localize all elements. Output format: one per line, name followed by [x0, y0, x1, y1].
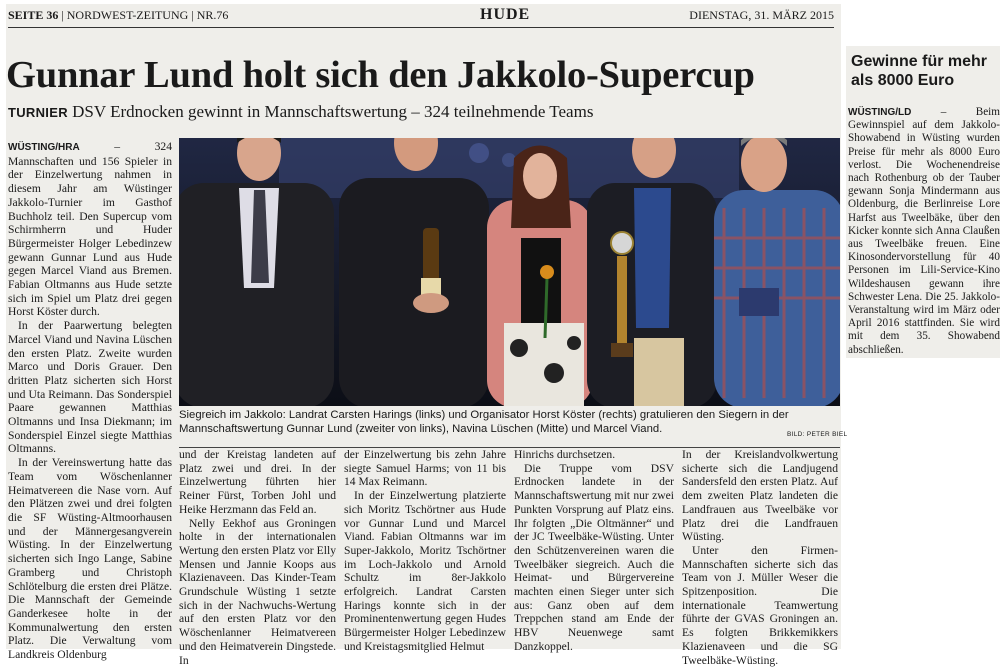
col3-paragraph-1: der Einzelwertung bis zehn Jahre siegte Samuel Harms; von 11 bis 14 Max Reimann.	[344, 448, 506, 489]
article-headline: Gunnar Lund holt sich den Jakkolo-Supercup	[6, 54, 755, 96]
col5-paragraph-2: Unter den Firmen-Mannschaften sicherte sich das Team von J. Müller Weser die Spitzenposition. Die internationale Teamwertung führte der GVAS Groningen an. Es folgten Brikkemikkers Klazienaveen und die SG Tweelbäke-Wüsting.	[682, 543, 838, 667]
paper-name: NORDWEST-ZEITUNG	[66, 8, 189, 22]
sidebar-clipping	[846, 46, 1000, 358]
article-location: WÜSTING/HRA	[8, 142, 80, 153]
page-header: SEITE 36 | NORDWEST-ZEITUNG | NR.76 HUDE DIENSTAG, 31. MÄRZ 2015	[8, 6, 834, 23]
col2-paragraph-2: Nelly Eekhof aus Groningen holte in der internationalen Wertung den ersten Platz vor Elly Mensen und Jannie Koops aus Klazienaveen. Das Kinder-Team Grundschule Wüsting 1 setzte sich in der Nachwuchs-Wertung auf den ersten Platz vor den Wöschenlanner Heimatvereen und den Heimatverein Dingstede. In	[179, 516, 336, 667]
issue-date: DIENSTAG, 31. MÄRZ 2015	[689, 8, 834, 22]
issue-number: NR.76	[196, 8, 229, 22]
article-column-3	[344, 448, 506, 654]
section-name: HUDE	[480, 6, 531, 23]
kicker: TURNIER	[8, 105, 68, 120]
col4-paragraph-2: Die Truppe vom DSV Erdnocken landete in der Mannschaftswertung mit nur zwei Punkten Vorsprung auf Platz eins. Ihr folgten „Die Oltmänner“ und der JC Tweelbäke-Wüsting. Unter den Schützenvereinen waren die Tweelbäker siegreich. Auch die Heimat- und Bürgervereine machten einen Sieger unter sich aus: Ganz oben auf dem Treppchen stand am Ende der HBV Neuenwege samt Danzkoppel.	[514, 461, 674, 653]
photo-credit: BILD: PETER BIEL	[787, 431, 848, 438]
col1-paragraph-3: In der Vereinswertung hatte das Team vom Wöschenlanner Heimatvereen die Nase vorn. Auf den Plätzen zwei und drei folgten die SF Wüsting-Altmoorhausen und der Männergesangverein Wüsting. In der Einzelwertung sicherten sich Ingo Lange, Sabine Gramberg und Christoph Schlötelburg die ersten drei Plätze. Die Mannschaft der Gemeinde Ganderkesee holte in der Kommunalwertung den ersten Platz. Die Verwaltung vom Landkreis Oldenburg	[8, 456, 172, 662]
article-column-5	[682, 448, 838, 667]
article-column-1	[8, 140, 172, 662]
sidebar-headline: Gewinne für mehr als 8000 Euro	[851, 53, 988, 89]
page-number: SEITE 36	[8, 8, 59, 22]
sidebar-text	[848, 106, 1000, 357]
photo-caption: Siegreich im Jakkolo: Landrat Carsten Harings (links) und Organisator Horst Köster (rechts) gratulieren den Siegern in der Mannschaftswertung Gunnar Lund (zweiter von links), Navina Lüschen (Mitte) und Marcel Viand.	[179, 409, 789, 435]
sidebar-location: WÜSTING/LD	[848, 107, 912, 118]
col1-paragraph-1: – 324 Mannschaften und 156 Spieler in der Einzelwertung nahmen in diesem Jahr am Wüstinger Jakkolo-Turnier im Gasthof Buchholz teil. Den Supercup vom Schirmherrn und Huder Bürgermeister Holger Lebedinzew gewann Gunnar Lund aus Hude gegen Marcel Viand aus Bremen. Fabian Oltmanns aus Hude setzte sich im Spiel um Platz drei gegen Horst Köster durch.	[8, 140, 172, 319]
col4-paragraph-1: Hinrichs durchsetzen.	[514, 448, 616, 461]
article-column-2	[179, 448, 336, 667]
col1-paragraph-2: In der Paarwertung belegten Marcel Viand und Navina Lüschen den ersten Platz. Zweite wurden Marco und Doris Grauer. Den dritten Platz sicherten sich Horst und Uta Reimann. Das Sonderspiel Paare gewannen Matthias Oltmanns und Insa Diekmann; im Sonderspiel Einzel siegte Matthias Oltmanns.	[8, 319, 172, 456]
subheadline-text: DSV Erdnocken gewinnt in Mannschaftswertung – 324 teilnehmende Teams	[72, 102, 594, 121]
sidebar-body: – Beim Gewinnspiel auf dem Jakkolo-Showabend in Wüsting wurden Preise für mehr als 8000 Euro verlost. Die Wochenendreise nach Rothenburg ob der Tauber gewann Sonja Mindermann aus Oldenburg, die Berlinreise Lore Harfst aus Tweelbäke, über den Kicker konnte sich Anna Claußen aus Tweelbäke freuen. Eine Kinosondervorstellung für 40 Personen im Lili-Service-Kino Wildeshausen gewann ihre Schwester Lena. Die 25. Jakkolo-Veranstaltung wird im März oder April 2016 stattfinden. Sie wird mit dem 35. Showabend abschließen.	[848, 106, 1000, 356]
winners-photo-svg	[179, 138, 840, 406]
col3-paragraph-2: In der Einzelwertung platzierte sich Moritz Tschörtner aus Hude vor Gunnar Lund und Marcel Viand. Fabian Oltmanns war im Super-Jakkolo, Moritz Tschörtner im Loch-Jakkolo und Arnold Schultz im 8er-Jakkolo erfolgreich. Landrat Carsten Harings konnte sich in der Prominentenwertung gegen Hudes Bürgermeister Holger Lebedinzew und Kreistagsmitglied Helmut	[344, 489, 506, 653]
article-column-4	[514, 448, 674, 654]
article-subheadline	[8, 102, 838, 123]
col5-paragraph-1: In der Kreislandvolkwertung sicherte sich die Landjugend Sandersfeld den ersten Platz. Auf dem zweiten Platz landeten die Landfrauen aus Tweelbäke vor Platz drei die Landfrauen Wüsting.	[682, 448, 838, 544]
winners-photo	[179, 138, 840, 406]
col2-paragraph-1: und der Kreistag landeten auf Platz zwei und drei. In der Einzelwertung führten hier Reiner Fürst, Torben Johl und Heike Herzmann das Feld an.	[179, 448, 336, 516]
header-rule	[8, 27, 834, 28]
